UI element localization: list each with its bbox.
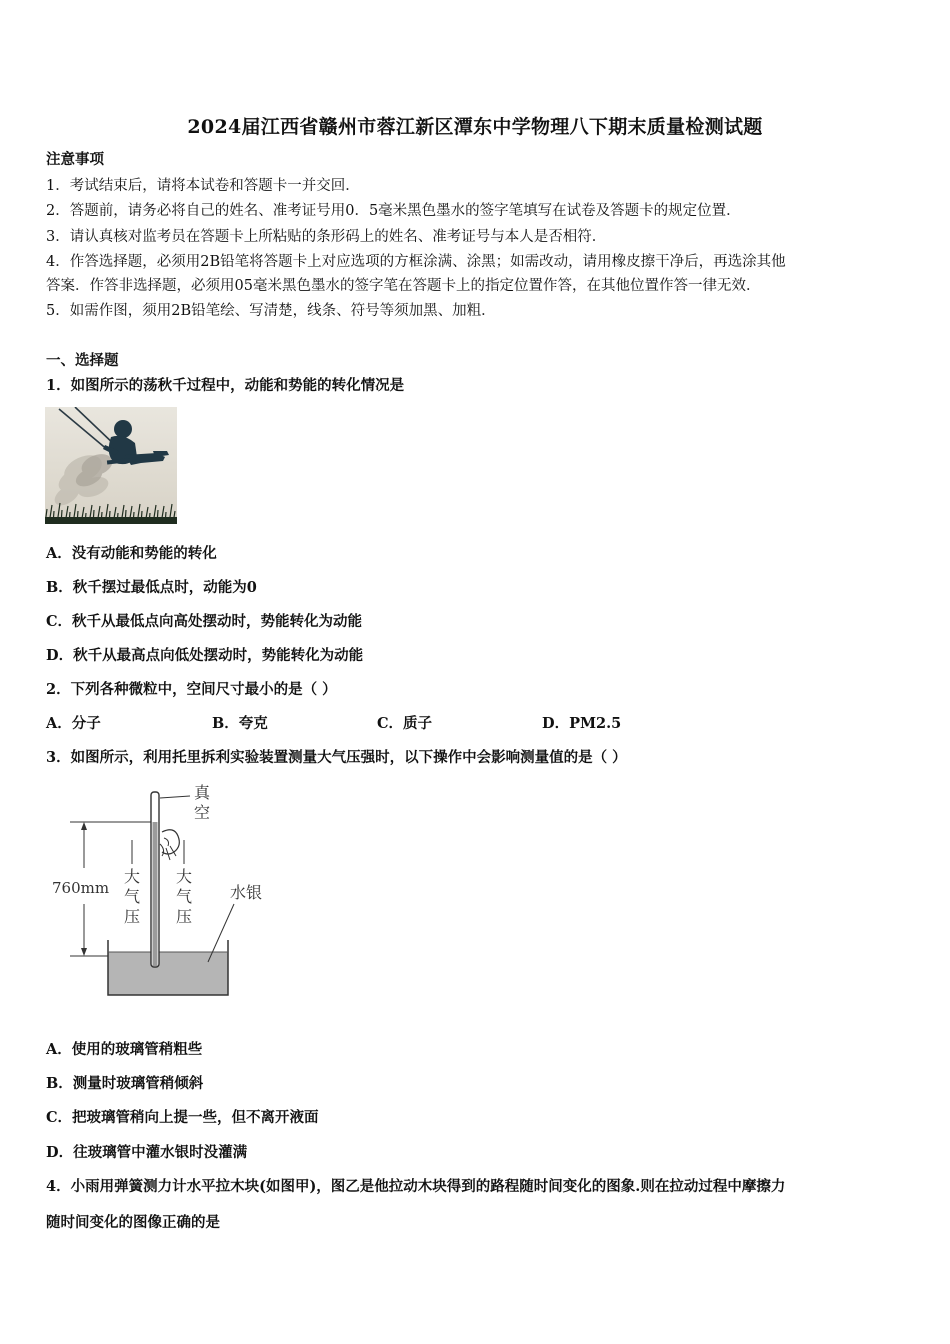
page-title: 2024届江西省赣州市蓉江新区潭东中学物理八下期末质量检测试题 xyxy=(187,116,763,138)
notice-item: 5．如需作图，须用2B铅笔绘、写清楚，线条、符号等须加黑、加粗． xyxy=(46,303,496,319)
notice-item: 2．答题前，请务必将自己的姓名、准考证号用0．5毫米黑色墨水的签字笔填写在试卷及答题卡的规定位置． xyxy=(46,203,741,219)
notice-item: 3．请认真核对监考员在答题卡上所粘贴的条形码上的姓名、准考证号与本人是否相符． xyxy=(46,229,607,245)
torricelli-figure xyxy=(50,780,290,1000)
q1-option-b[interactable]: B．秋千摆过最低点时，动能为0 xyxy=(46,579,257,596)
swing-figure xyxy=(45,407,177,524)
pressure-right-1: 大 xyxy=(176,867,193,886)
q2-option-d[interactable]: D．PM2.5 xyxy=(542,715,622,732)
height-label: 760mm xyxy=(52,879,110,897)
section-heading: 一、选择题 xyxy=(46,352,119,369)
q1-option-d[interactable]: D．秋千从最高点向低处摆动时，势能转化为动能 xyxy=(46,647,364,664)
mercury-label: 水银 xyxy=(230,883,263,902)
question-3-stem: 3．如图所示，利用托里拆利实验装置测量大气压强时，以下操作中会影响测量值的是（ ） xyxy=(46,749,627,766)
q1-option-c[interactable]: C．秋千从最低点向高处摆动时，势能转化为动能 xyxy=(46,613,363,630)
q3-option-d[interactable]: D．往玻璃管中灌水银时没灌满 xyxy=(46,1144,248,1161)
q2-option-b[interactable]: B．夸克 xyxy=(212,715,268,732)
vacuum-label-1: 真 xyxy=(194,783,211,802)
notice-item: 4．作答选择题，必须用2B铅笔将答题卡上对应选项的方框涂满、涂黑；如需改动，请用橡皮擦干净后，再选涂其他 xyxy=(46,254,786,270)
q3-option-b[interactable]: B．测量时玻璃管稍倾斜 xyxy=(46,1075,204,1092)
pressure-left-3: 压 xyxy=(124,907,141,926)
q2-option-a[interactable]: A．分子 xyxy=(46,715,101,732)
q3-option-a[interactable]: A．使用的玻璃管稍粗些 xyxy=(46,1041,203,1058)
pressure-right-2: 气 xyxy=(176,887,193,906)
notice-heading: 注意事项 xyxy=(46,151,104,168)
q2-option-c[interactable]: C．质子 xyxy=(377,715,433,732)
q1-option-a[interactable]: A．没有动能和势能的转化 xyxy=(46,545,217,562)
question-1-stem: 1．如图所示的荡秋千过程中，动能和势能的转化情况是 xyxy=(46,377,405,394)
question-4-stem-line2: 随时间变化的图像正确的是 xyxy=(46,1214,220,1231)
notice-item: 答案．作答非选择题，必须用05毫米黑色墨水的签字笔在答题卡上的指定位置作答，在其他位置作答一律无效． xyxy=(46,278,761,294)
question-2-stem: 2．下列各种微粒中，空间尺寸最小的是（ ） xyxy=(46,681,337,698)
vacuum-label-2: 空 xyxy=(194,803,211,822)
notice-item: 1．考试结束后，请将本试卷和答题卡一并交回． xyxy=(46,178,360,194)
q3-option-c[interactable]: C．把玻璃管稍向上提一些，但不离开液面 xyxy=(46,1109,319,1126)
pressure-right-3: 压 xyxy=(176,907,193,926)
question-4-stem-line1: 4．小雨用弹簧测力计水平拉木块(如图甲)，图乙是他拉动木块得到的路程随时间变化的图象.则在拉动过程中摩擦力 xyxy=(46,1178,786,1195)
pressure-left-1: 大 xyxy=(124,867,141,886)
pressure-left-2: 气 xyxy=(124,887,141,906)
